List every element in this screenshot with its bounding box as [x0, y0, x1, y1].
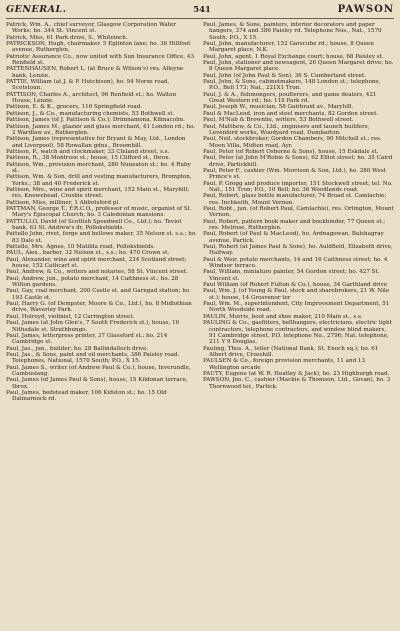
directory-entry: PATTMAN, George T., F.R.C.O., professor of music, organist of St. Mary's Episcopal Church; ho. 3 Caledonian mansions. [6, 205, 192, 219]
directory-entry: Paul, James (of James Paul & Sons), house, 15 Kildonan terrace, Ibrox. [6, 377, 188, 390]
directory-entry: Pattison, R., 38 Montrose st.; house, 15 Clifford st., Ibrox. [6, 155, 171, 162]
directory-entry: Paul, Jas., & Sons, paint and oil merchants, 386 Paisley road. Telephones, National, 1570 South; P.O., X 15. [6, 351, 180, 365]
directory-entry: Paul, William, miniature painter, 54 Gordon street; ho. 427 St. Vincent st. [203, 269, 380, 282]
directory-entry: Pattison, Wm. & Son, drill and vesting manufacturers, Brompton, Yorks.; 38 and 40 Frederick st. [6, 174, 192, 187]
directory-entry: Patriotic Assurance Co., now united with Sun Insurance Office, 43 Renfield st. [6, 53, 195, 67]
directory-entry: PAULIN, Morris, boot and shoe maker, 210 Main st., s.s. [203, 313, 363, 320]
directory-entry: Paul & Weir, potato merchants, 14 and 16 Caithness street; ho. 4 Windsor terrace. [203, 256, 388, 270]
directory-entry: Patrick, Miss, 61 Park drive, S., Whiteinch. [6, 34, 128, 41]
directory-entry: Pattison, P., watch and clockmaker, 33 Cleland street, s.s. [6, 148, 170, 155]
directory-entry: Patrick, Wm. A., chief surveyor, Glasgow Corporation Water Works; bo. 344 St. Vincent st. [6, 22, 176, 35]
directory-entry: Paul, John, stationer and newsagent, 26 Queen Margaret drive; ho. 8 Queen Margaret place. [203, 60, 394, 73]
section-title: GENERAL. [6, 4, 67, 15]
directory-entry: Pattullo, Mrs. Agnes, 10 Matilda road, Pollokshields. [6, 244, 156, 251]
directory-entry: Paul, James (at John Glen's, 7 South Frederick st.), house, 16 Nithsdale st. Strathbungo. [6, 320, 180, 333]
directory-entry: Pattison, J., & Co., manufacturing chemists, 53 Bothwell st. [6, 110, 175, 117]
directory-columns [6, 22, 394, 403]
page-number: 541 [193, 5, 211, 15]
directory-entry: Paul, John, manufacturer, 152 Garscube rd.; house, 8 Queen Margaret place, N.K. [203, 41, 374, 54]
directory-entry: Paul, Peter F., cashier (Wm. Morrison & Son, Ltd.), ho. 280 West Prince's st. [203, 167, 386, 181]
directory-entry: Pattison, Wm., provision merchant, 280 Nuneaton st.; ho. 4 Ruby st. [6, 161, 191, 174]
directory-entry: PAWSON, Jno. C., cashier (Mackie & Thomson, Ltd., Govan), ho. 3 Thornwood ter., Partick. [203, 377, 391, 390]
directory-entry: PATTISON, Charles A., architect, 96 Renfield st.; ho. Walton House, Lenzie. [6, 91, 177, 105]
directory-entry: Pattison, James (representative for Bryant & May, Ltd., London and Liverpool), 58 Rowallan gdns., Broomhill. [6, 136, 186, 149]
directory-entry: PAULSEN & Co., foreign provision merchants, 11 and 13 Wellington arcade [203, 358, 366, 371]
page-header [6, 4, 394, 19]
directory-entry: Paul, Wm. M., superintendent, City Improvement Department, 51 North Woodside road. [203, 301, 390, 314]
directory-entry: Paul, Neil, stockbroker, Gordon Chambers, 90 Mitchell st.; res. Moon Villa, Midton road, Ayr. [203, 136, 382, 149]
directory-entry: PATRICKSON, Hugh, chairmaker, 5 Eglinton lane; ho. 36 Hillfoot avenue, Rutherglen. [6, 41, 191, 54]
directory-entry: Paul, Robert, glass bottle manufacturer, 74 Broad st. Camlachie; res. Inchkeith, Mount Vernon. [203, 193, 387, 206]
directory-entry: Pattison, E. & K., grocers, 116 Springfield road. [6, 104, 143, 111]
directory-entry: Paul, John, & Sons, cabinetmakers, 148 London st.; telephone, P.O., Bell 173; Nat., 221X1 Tron. [203, 79, 381, 92]
directory-entry: Paul, M'Nab & Brownlie, writers, 53 Bothwell street. [203, 117, 354, 124]
directory-entry: Paul, James, bedstead maker, 106 Kidston st.; ho. 15 Old Dalmarnock rd. [6, 389, 167, 403]
directory-entry: Paul, James, & Sons, painters, interior decorators and paper hangers, 374 and 386 Paisley rd. Telephone Nos., Nat., 1570 South; P.O., X 15. [203, 22, 382, 41]
directory-entry: Paul, Andrew, & Co., writers and notaries, 58 St. Vincent street. [6, 269, 188, 276]
directory-entry: Paul William (of Robert Fulton & Co.), house, 34 Garthland drive [203, 282, 388, 289]
directory-entry: Pattison, James M., glazier and glass merchant, 41 London rd.; ho. 2 Wardlaw av., Rutherglen. [6, 123, 196, 136]
directory-entry: PATTULLO, David (of Scottish Speedwell Co., Ltd.); ho. Teviot bank, 63 St. Andrew's dr, Pollokshields. [6, 218, 182, 231]
directory-entry: Paul, Peter (of Robert Osborne & Sons), house, 15 Eskdale st. [203, 148, 379, 155]
directory-entry: Paul, Robert (of Paul & MacLeod), ho. Ardnagowan, Balshagray avenue, Partick. [203, 231, 384, 244]
directory-entry: Paul, Joseph W., musician, 58 Gairbraid av., Maryhill. [203, 104, 354, 111]
directory-entry: Paul, John, agent, 1 Royal Exchange court; house, 68 Paisley st. [203, 53, 384, 60]
directory-entry: Paul, P. Gregg and produce importer, 151 Stockwell street; tel. No. Nat., 151 Tron; P.O., 10 Bell; ho. 36 Woodlands road. [203, 180, 393, 193]
directory-entry: Paul, Robert (at James Paul & Sons), ho. Auldfield, Elizabeth drive, Halfway. [203, 244, 393, 257]
directory-entry: Paul, John (of John Paul & Son), 36 S. Cumberland street. [203, 72, 367, 79]
directory-entry: Pauling, Thos. A., teller (National Bank, St. Enoch sq.); ho. 61 Albert drive, Crosshill. [203, 345, 379, 358]
left-column [6, 22, 197, 403]
directory-entry: Pattison, Miss, milliner, 1 Abbotsford pl. [6, 199, 120, 206]
directory-entry: Pattison, Mrs., wine and spirit merchant, 152 Main st., Maryhill; res. Knowehead, Crosbie street. [6, 186, 190, 200]
directory-entry: Paul & MacLeod, iron and steel merchants, 82 Gordon street. [203, 110, 379, 117]
running-head: PAWSON [337, 4, 394, 15]
directory-entry: Paul, Robert, pattern book maker and bookbinder, 77 Queen st.; res. Melrose, Rutherglen. [203, 218, 386, 231]
directory-entry: PATTIE, William (at J. & P. Hutchison), ho. 94 Norse road, Scotstoun. [6, 79, 170, 92]
right-column [203, 22, 394, 403]
directory-entry: Paul, Peter (at John M'Robie & Sons), 62 Elliot street; ho. 35 Caird drive, Partickhill. [203, 155, 393, 168]
directory-entry: Paul, Robt., jun. (of Robert Paul, Camlachie), res. Orlington, Mount Vernon. [203, 205, 394, 219]
directory-entry: Pattison, James (of J. Pattison & Co.); Drimnamona, Kilmacolm. [6, 117, 185, 124]
directory-entry: Paul, James S., writer (of Andrew Paul & Co.), house, Inverundle, Cambuslang. [6, 364, 191, 377]
directory-entry: Paul, Gay, coal merchant, 200 Castle st. and Garngad station; ho. 193 Castle st. [6, 288, 191, 301]
directory-entry: PAUL, Alex., barber, 32 Nelson st., s.s.; ho. 470 Crown st. [6, 250, 170, 257]
directory-entry: Paul, J. & A., fishmongers, poulterers, and game dealers, 421 Great Western rd.; ho. 118 Park rd. [203, 91, 377, 105]
directory-entry: PAUTY, Eugene (at W. R. Heatley & Jack), ho. 23 Highburgh road. [203, 370, 390, 377]
directory-entry: Paul, Jas., jun., builder; ho. 28 Ballindalloch drive. [6, 345, 149, 352]
directory-entry: Paul, Matthew, & Co., Ltd., engineers and launch builders, Levenford works, Woodyard road, Dumbarton. [203, 123, 370, 136]
directory-entry: Pattullo John, rivet, forge and bellows maker, 35 Nelson st. s.s.; ho. 83 Dale st. [6, 231, 197, 244]
directory-entry: Paul, Andrew, jun., potato merchant, 14 Caithness st.; ho. 28 Wilton gardens. [6, 275, 179, 289]
directory-entry: PATTENHAUSEN, Robert L. (at Bruce & Wilson's) res. Alleyne bank, Lenzie. [6, 66, 184, 79]
directory-entry: Paul, Wm. J. (of Young & Paul, stock and sharebrokers, 21 W. Nile st.); house, 14 Grosvenor ter [203, 288, 390, 301]
directory-entry: PAULING & Co., gasfitters, bellhangers, electricians, electric light contractors, telephone contractors, and window blind makers, 91 Cambridge street. P.O. telephone No., 2796; Nat. telephone, 211 Y 9 Douglas. [203, 320, 392, 346]
directory-entry: Paul, James, letterpress printer, 37 Glassford st.; ho. 214 Cambridge st. [6, 332, 168, 346]
directory-entry: Paul, Harry G. (of Dempster, Moore & Co., Ltd.), ho. 8 Midlothian drive, Waverley Park. [6, 301, 192, 314]
directory-entry: Paul, Alexander, wine and spirit merchant, 234 Scotland street; house, 152 Cathcart st. [6, 256, 187, 270]
directory-entry: Paul, Holroyd, violinist, 12 Carrington street. [6, 313, 135, 320]
